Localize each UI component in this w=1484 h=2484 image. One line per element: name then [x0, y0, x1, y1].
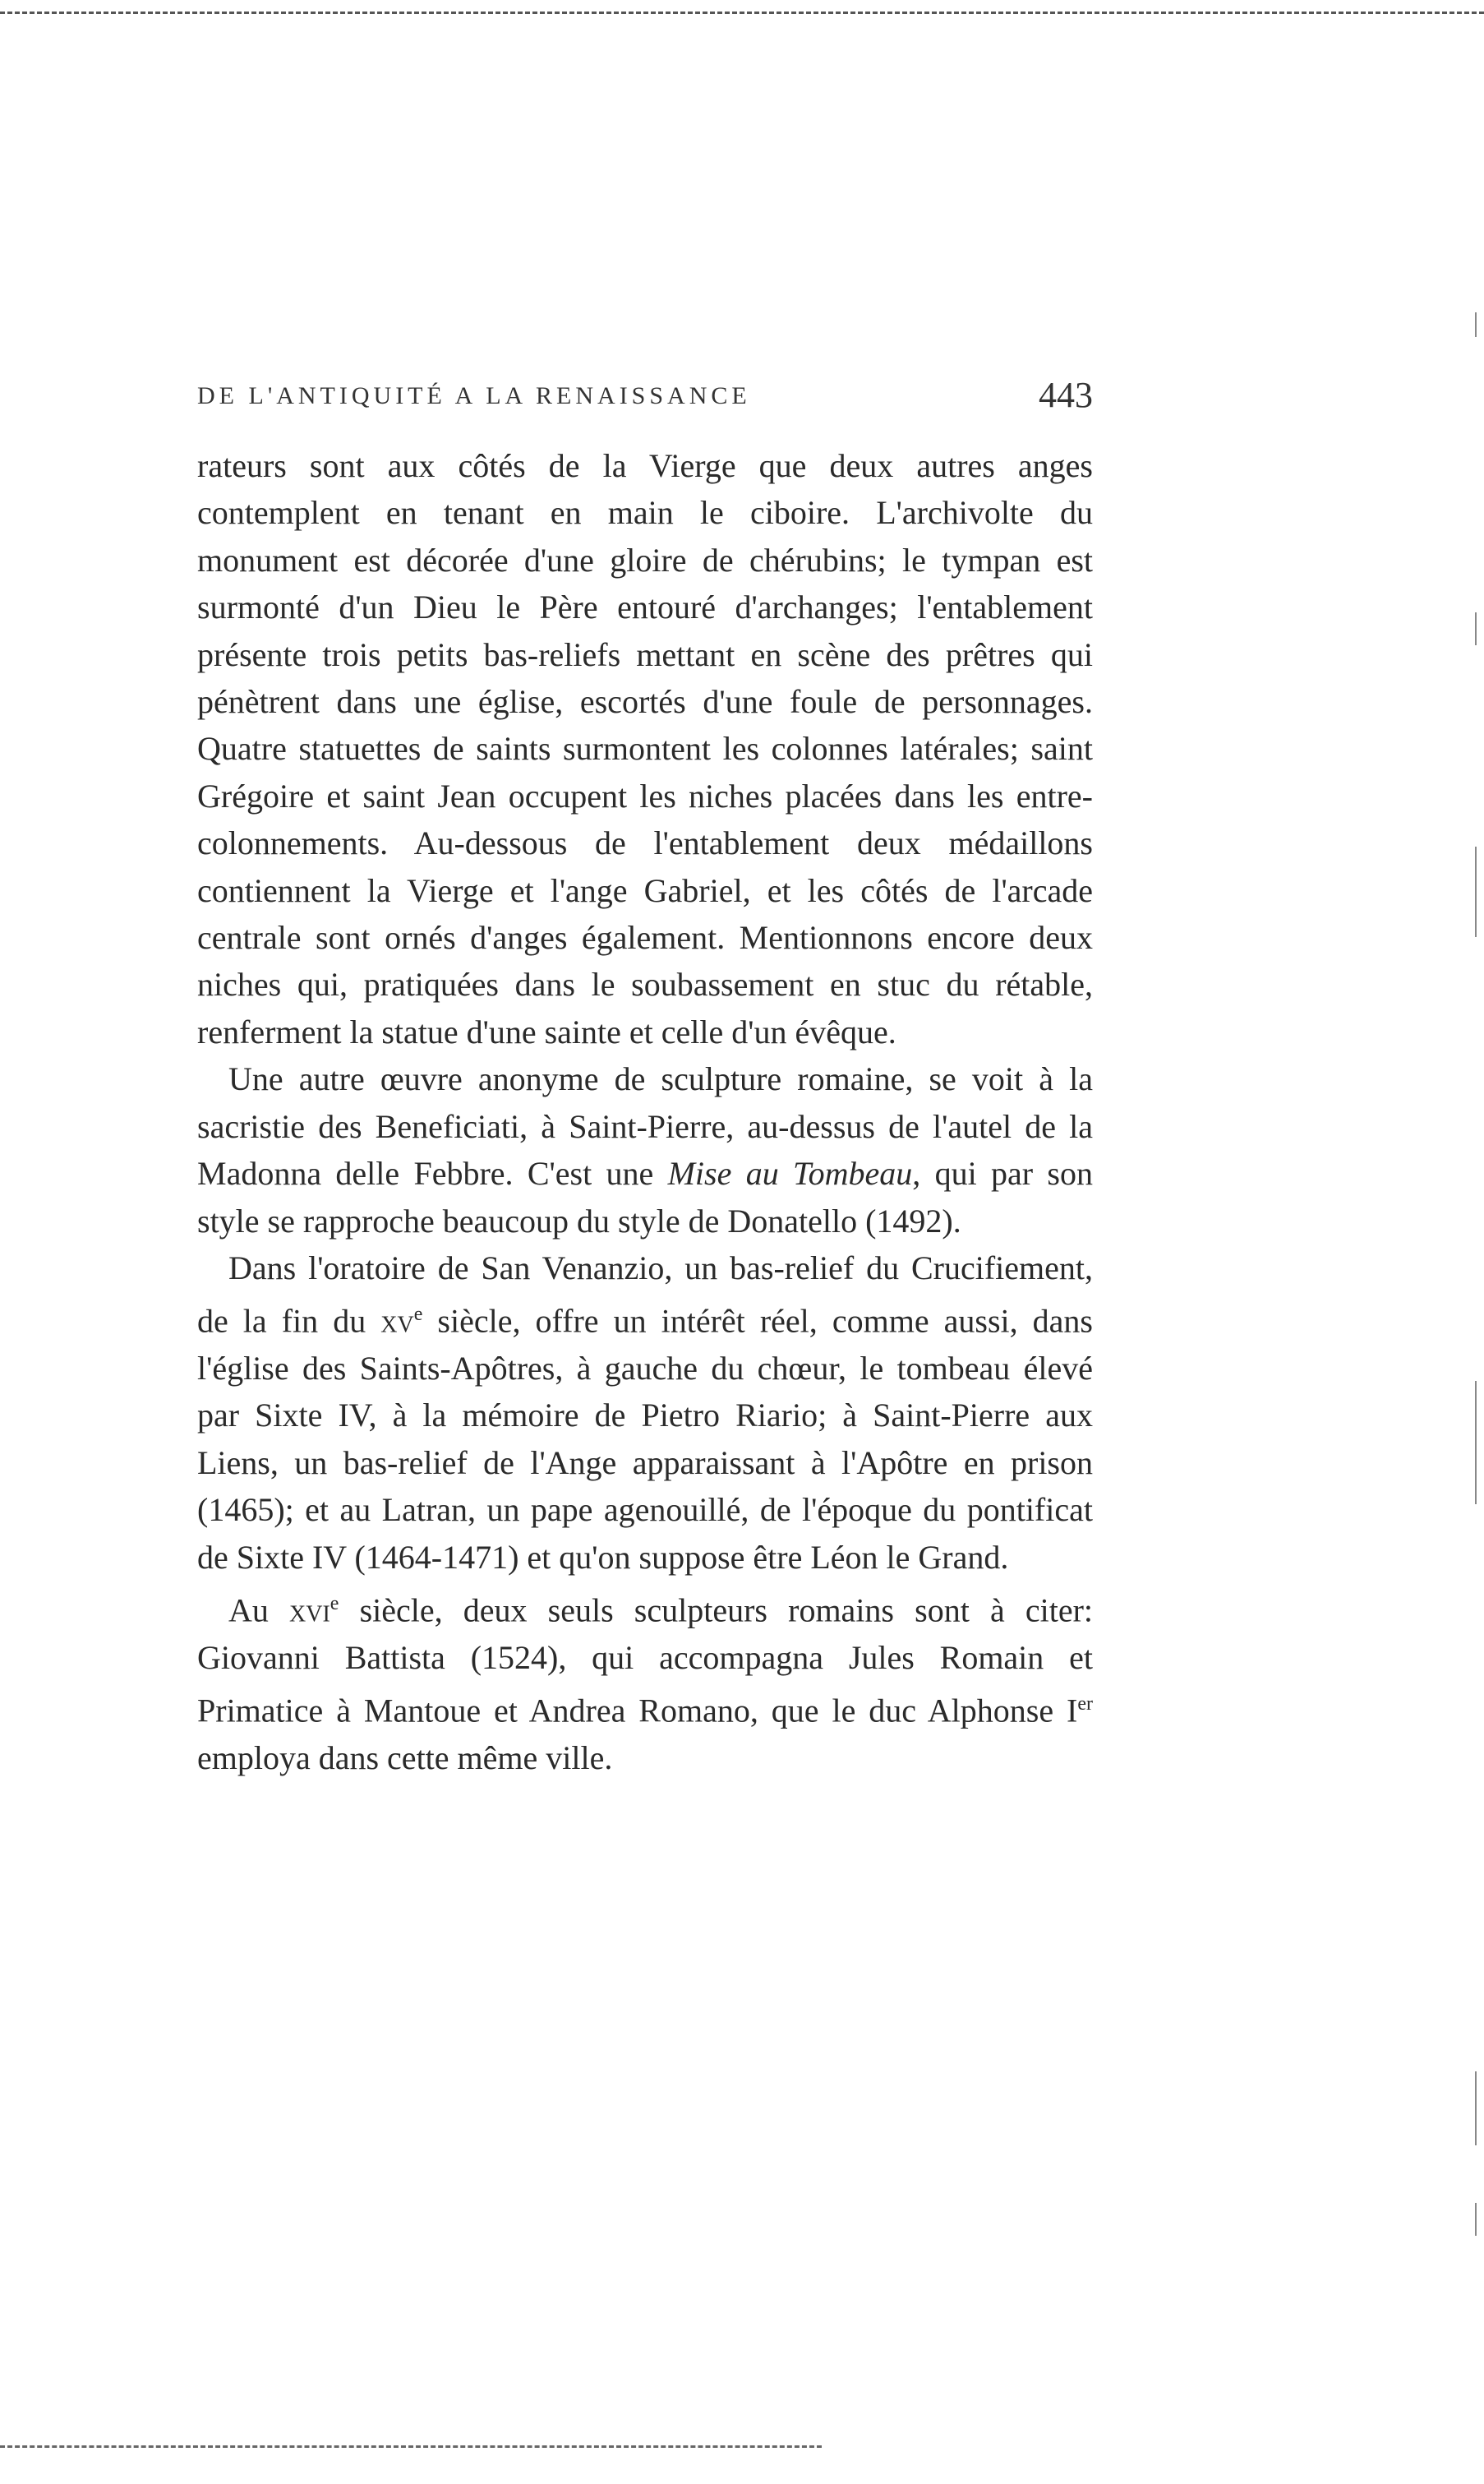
- running-head: [197, 374, 1093, 432]
- paragraph-2: [197, 1055, 1093, 1244]
- body-text: [197, 442, 1093, 1781]
- paragraph-1: [197, 442, 1093, 1055]
- paragraph-4-text-middle: siècle, deux seuls sculpteurs romains sont à citer: Giovanni Battista (1524), qui accompagna Jules Romain et Primatice à Mantoue et Andrea Romano, que le duc Alphonse I: [197, 1591, 1094, 1729]
- paragraph-3-text-end: siècle, offre un intérêt réel, comme aussi, dans l'église des Saints-Apôtres, à gauche du chœur, le tombeau élevé par Sixte IV, à la mémoire de Pietro Riario; à Saint-Pierre aux Liens, un bas-relief de l'Ange apparaissant à l'Apôtre en prison (1465); et au Latran, un pape agenouillé, de l'époque du pontificat de Sixte IV (1464-1471) et qu'on suppose être Léon le Grand.: [197, 1302, 1093, 1576]
- paragraph-2-text-end: , qui par son style se rapproche beaucoup du style de Donatello (1492).: [197, 1155, 1093, 1240]
- ordinal-superscript: er: [1077, 1693, 1093, 1715]
- scan-margin-mark: [1475, 2203, 1477, 2236]
- century-superscript: e: [413, 1304, 423, 1326]
- paragraph-4: [197, 1581, 1093, 1781]
- paragraph-4-text-start: Au: [228, 1591, 290, 1629]
- paragraph-4-text-end: employa dans cette même ville.: [197, 1738, 613, 1776]
- century-numeral: xvi: [289, 1591, 330, 1629]
- paragraph-2-text-start: Une autre œuvre anonyme de sculpture romaine, se voit à la sacristie des Beneficiati, à Saint-Pierre, au-dessus de l'autel de la Madonna delle Febbre. C'est une: [197, 1060, 1093, 1193]
- running-title: DE L'ANTIQUITÉ A LA RENAISSANCE: [197, 382, 751, 409]
- scan-edge-bottom-rule: [0, 2445, 822, 2448]
- scan-margin-mark: [1475, 2071, 1477, 2145]
- artwork-title-italic: Mise au Tombeau: [667, 1155, 913, 1193]
- paragraph-1-text: rateurs sont aux côtés de la Vierge que deux autres anges contemplent en tenant en main le ciboire. L'archivolte du monument est décorée d'une gloire de chérubins; le tympan est surmonté d'un Dieu le Père entouré d'archanges; l'entablement présente trois petits bas-reliefs mettant en scène des prêtres qui pénètrent dans une église, escortés d'une foule de personnages. Quatre statuettes de saints surmontent les colonnes latérales; saint Grégoire et saint Jean occupent les niches placées dans les entre-colonnements. Au-dessous de l'entablement deux médaillons contiennent la Vierge et l'ange Gabriel, et les côtés de l'arcade centrale sont ornés d'anges également. Mentionnons encore deux niches qui, pratiquées dans le soubassement en stuc du rétable, renferment la statue d'une sainte et celle d'un évêque.: [197, 447, 1093, 1050]
- scan-margin-mark: [1475, 1381, 1477, 1504]
- scan-margin-mark: [1475, 847, 1477, 937]
- scan-edge-top-rule: [0, 12, 1484, 14]
- scan-margin-mark: [1475, 312, 1477, 337]
- century-numeral: xv: [380, 1302, 414, 1340]
- page-number: 443: [1039, 375, 1093, 415]
- century-superscript: e: [330, 1593, 339, 1615]
- paragraph-3: [197, 1244, 1093, 1581]
- paragraph-3-text-start: Dans l'oratoire de San Venanzio, un bas-relief du Crucifiement, de la fin du: [197, 1249, 1093, 1340]
- scan-margin-mark: [1475, 612, 1477, 645]
